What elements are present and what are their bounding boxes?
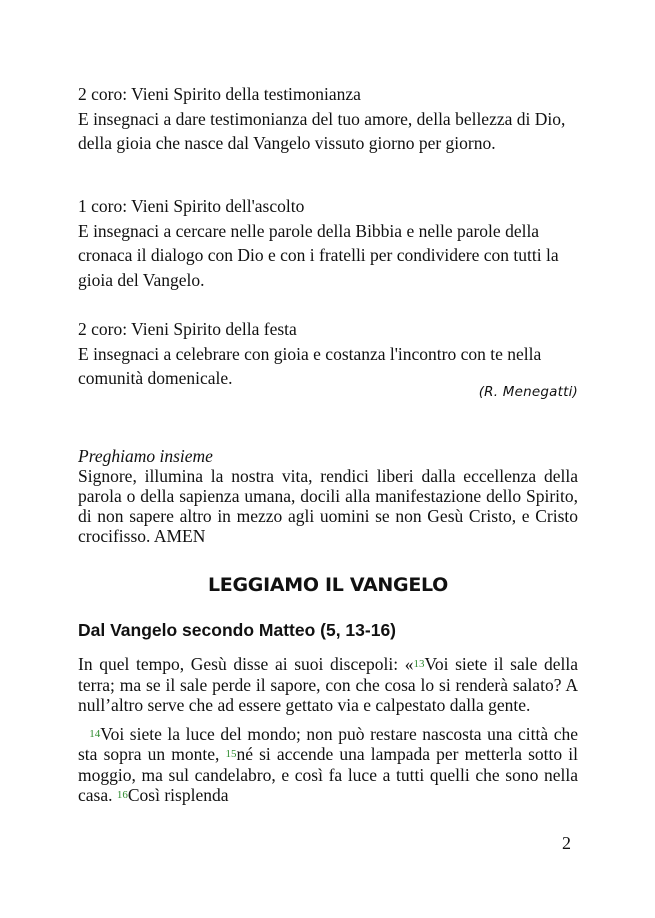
prayer-block	[78, 446, 578, 546]
section-label: 1 coro: Vieni Spirito dell'ascolto	[78, 196, 305, 216]
section-testimonianza	[78, 82, 578, 156]
section-label: 2 coro: Vieni Spirito della testimonianza	[78, 84, 361, 104]
verse-number: 13	[413, 658, 425, 670]
page-number: 2	[562, 833, 571, 853]
section-text: E insegnaci a dare testimonianza del tuo amore, della bellezza di Dio, della gioia che nasce dal Vangelo vissuto giorno per giorno.	[78, 108, 566, 153]
gospel-paragraph	[78, 654, 578, 716]
section-ascolto	[78, 194, 578, 292]
gospel-paragraph	[78, 724, 578, 806]
prayer-title: Preghiamo insieme	[78, 446, 213, 466]
gospel-reference: Dal Vangelo secondo Matteo (5, 13-16)	[78, 620, 396, 640]
gospel-text	[78, 654, 578, 806]
verse-text: Voi siete il sale della terra; ma se il sale perde il sapore, con che cosa lo si renderà salato? A null’altro serve che ad essere gettato via e calpestato dalla gente.	[78, 654, 578, 715]
verse-number: 14	[89, 727, 101, 740]
gospel-intro: In quel tempo, Gesù disse ai suoi discepoli: «	[78, 654, 414, 674]
prayer-text: Signore, illumina la nostra vita, rendici liberi dalla eccellenza della parola o della sapienza umana, docili alla manifestazione dello Spirito, di non sapere altro in mezzo agli uomini se non Gesù Cristo, e Cristo crocifisso. AMEN	[78, 466, 578, 546]
verse-text: Così risplenda	[127, 785, 229, 805]
section-text: E insegnaci a celebrare con gioia e costanza l'incontro con te nella comunità domenicale.	[78, 343, 542, 388]
verse-text: né si accende una lampada per metterla sotto il moggio, ma sul candelabro, e così fa luce a tutti quelli che sono nella casa.	[78, 744, 578, 805]
verse-number: 15	[225, 748, 237, 760]
section-festa	[78, 317, 578, 391]
section-heading: LEGGIAMO IL VANGELO	[208, 574, 448, 596]
section-label: 2 coro: Vieni Spirito della festa	[78, 319, 297, 339]
verse-number: 16	[116, 789, 128, 801]
verse-text: Voi siete la luce del mondo; non può restare nascosta una città che sta sopra un monte,	[78, 723, 579, 764]
author-signature: (R. Menegatti)	[478, 384, 578, 400]
section-text: E insegnaci a cercare nelle parole della Bibbia e nelle parole della cronaca il dialogo con Dio e con i fratelli per condividere con tutti la gioia del Vangelo.	[78, 220, 559, 290]
